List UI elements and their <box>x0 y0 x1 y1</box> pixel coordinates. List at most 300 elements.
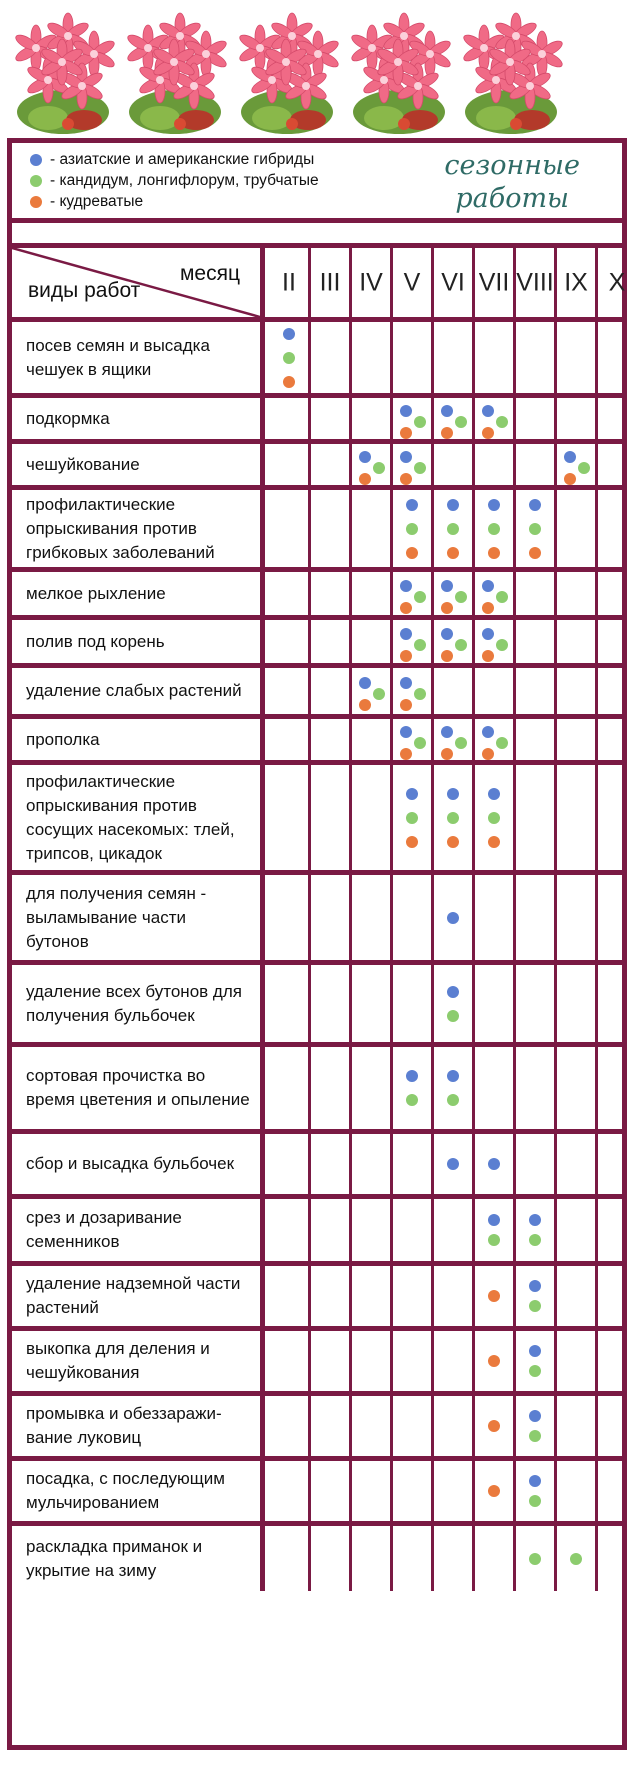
blue-dot-icon <box>447 986 459 998</box>
dot-group <box>516 1331 554 1391</box>
schedule-cell <box>516 1396 557 1456</box>
blue-dot-icon <box>482 726 494 738</box>
schedule-cell <box>311 1461 352 1521</box>
schedule-cell <box>557 1461 598 1521</box>
blue-dot-icon <box>488 788 500 800</box>
month-header <box>475 248 516 317</box>
work-label: профилактические опрыскивания против сосущих насекомых: тлей, трипсов, цикадок <box>12 765 265 870</box>
blue-dot-icon <box>488 1214 500 1226</box>
green-dot-icon <box>373 688 385 700</box>
lily-bouquet-icon <box>120 8 230 140</box>
schedule-cell <box>434 965 475 1042</box>
schedule-cell <box>516 1266 557 1326</box>
divider <box>12 223 622 248</box>
green-dot-icon <box>455 416 467 428</box>
month-cells <box>270 322 636 393</box>
blue-dot-icon <box>441 580 453 592</box>
dot-group <box>393 719 431 760</box>
work-label: сортовая прочистка во время цветения и опыление <box>12 1047 265 1129</box>
dot-group <box>557 444 595 485</box>
schedule-cell <box>598 1461 636 1521</box>
legend-item-candidum <box>30 172 319 190</box>
lily-bouquet-icon <box>8 8 118 140</box>
schedule-cell <box>393 572 434 615</box>
schedule-cell <box>598 490 636 567</box>
green-dot-icon <box>529 1495 541 1507</box>
schedule-cell <box>475 1461 516 1521</box>
schedule-cell <box>516 620 557 663</box>
schedule-cell <box>598 620 636 663</box>
schedule-cell <box>270 965 311 1042</box>
schedule-cell <box>311 322 352 393</box>
schedule-cell <box>393 1266 434 1326</box>
work-label: сбор и высадка бульбочек <box>12 1134 265 1194</box>
dot-group <box>434 875 472 960</box>
dot-group <box>434 1134 472 1194</box>
schedule-cell <box>516 1461 557 1521</box>
schedule-cell <box>475 1266 516 1326</box>
schedule-cell <box>557 765 598 870</box>
blue-dot-icon <box>406 788 418 800</box>
schedule-cell <box>311 1199 352 1261</box>
schedule-cell <box>352 719 393 760</box>
schedule-cell <box>516 572 557 615</box>
orange-dot-icon <box>488 547 500 559</box>
lily-bouquet-icon <box>344 8 454 140</box>
month-cells <box>270 1134 636 1194</box>
table-row <box>12 1461 622 1526</box>
schedule-cell <box>393 322 434 393</box>
blue-dot-icon <box>400 405 412 417</box>
dot-group <box>516 1461 554 1521</box>
month-label: VI <box>441 268 465 296</box>
schedule-cell <box>270 444 311 485</box>
schedule-cell <box>557 1396 598 1456</box>
schedule-cell <box>475 1134 516 1194</box>
table-row <box>12 668 622 719</box>
schedule-cell <box>557 1266 598 1326</box>
blue-dot-icon <box>529 499 541 511</box>
schedule-cell <box>393 668 434 714</box>
month-header <box>598 248 636 317</box>
schedule-cell <box>311 765 352 870</box>
schedule-cell <box>393 1134 434 1194</box>
schedule-cell <box>270 765 311 870</box>
dot-group <box>393 444 431 485</box>
table-row <box>12 444 622 490</box>
schedule-cell <box>475 444 516 485</box>
month-cells <box>270 1331 636 1391</box>
month-cells <box>270 444 636 485</box>
green-dot-icon <box>447 523 459 535</box>
orange-dot-icon <box>564 473 576 485</box>
month-label: IV <box>359 268 383 296</box>
schedule-cell <box>475 965 516 1042</box>
schedule-cell <box>311 1134 352 1194</box>
dot-group <box>393 572 431 615</box>
month-header <box>352 248 393 317</box>
orange-dot-icon <box>488 836 500 848</box>
blue-dot-icon <box>447 1070 459 1082</box>
blue-dot-icon <box>359 677 371 689</box>
dot-group <box>393 1047 431 1129</box>
dot-group <box>516 1199 554 1261</box>
schedule-cell <box>434 1199 475 1261</box>
month-header <box>270 248 311 317</box>
dot-group <box>352 668 390 714</box>
schedule-cell <box>475 1396 516 1456</box>
blue-dot-icon <box>441 628 453 640</box>
dot-group <box>516 1396 554 1456</box>
schedule-cell <box>393 490 434 567</box>
orange-dot-icon <box>447 547 459 559</box>
schedule-cell <box>393 765 434 870</box>
schedule-cell <box>270 1331 311 1391</box>
table-row <box>12 322 622 398</box>
green-dot-icon <box>414 462 426 474</box>
blue-dot-icon <box>283 328 295 340</box>
green-dot-icon <box>496 639 508 651</box>
orange-dot-icon <box>488 1485 500 1497</box>
schedule-cell <box>516 668 557 714</box>
page-title <box>444 149 580 215</box>
table-row <box>12 398 622 444</box>
green-dot-icon <box>414 639 426 651</box>
orange-dot-icon <box>488 1355 500 1367</box>
dot-group <box>434 572 472 615</box>
schedule-cell <box>270 322 311 393</box>
table-row <box>12 765 622 875</box>
table-row <box>12 572 622 620</box>
table-row <box>12 1526 622 1591</box>
month-cells <box>270 875 636 960</box>
blue-dot-icon <box>447 788 459 800</box>
month-header <box>311 248 352 317</box>
schedule-cell <box>270 490 311 567</box>
schedule-cell <box>270 620 311 663</box>
orange-dot-icon <box>482 748 494 760</box>
schedule-cell <box>434 719 475 760</box>
schedule-cell <box>557 620 598 663</box>
schedule-cell <box>434 668 475 714</box>
work-label: посадка, с последующим мульчированием <box>12 1461 265 1521</box>
schedule-cell <box>311 668 352 714</box>
orange-dot-icon <box>529 547 541 559</box>
blue-dot-icon <box>529 1475 541 1487</box>
work-label: мелкое рыхление <box>12 572 265 615</box>
schedule-cell <box>311 572 352 615</box>
month-cells <box>270 1461 636 1521</box>
schedule-cell <box>598 965 636 1042</box>
green-dot-icon <box>414 737 426 749</box>
blue-dot-icon <box>482 628 494 640</box>
table-row <box>12 1199 622 1266</box>
schedule-cell <box>393 620 434 663</box>
schedule-cell <box>352 1526 393 1591</box>
calendar-table <box>7 138 627 1750</box>
orange-dot-icon <box>441 748 453 760</box>
schedule-cell <box>557 1047 598 1129</box>
schedule-cell <box>475 322 516 393</box>
work-label: подкормка <box>12 398 265 439</box>
schedule-cell <box>557 1199 598 1261</box>
schedule-cell <box>557 668 598 714</box>
blue-dot-icon <box>441 405 453 417</box>
green-dot-icon <box>447 812 459 824</box>
orange-dot-icon <box>488 1290 500 1302</box>
work-label: для получения семян - выламывание части бутонов <box>12 875 265 960</box>
schedule-cell <box>352 1199 393 1261</box>
dot-group <box>393 765 431 870</box>
green-dot-icon <box>373 462 385 474</box>
orange-dot-icon <box>359 699 371 711</box>
schedule-cell <box>557 572 598 615</box>
schedule-cell <box>475 1526 516 1591</box>
schedule-cell <box>434 1396 475 1456</box>
schedule-cell <box>516 719 557 760</box>
schedule-cell <box>557 965 598 1042</box>
blue-dot-icon <box>488 1158 500 1170</box>
schedule-cell <box>516 444 557 485</box>
month-headers <box>270 248 636 317</box>
schedule-cell <box>393 1396 434 1456</box>
schedule-cell <box>352 1331 393 1391</box>
schedule-cell <box>352 875 393 960</box>
legend-item-asiatic <box>30 151 314 169</box>
schedule-cell <box>270 875 311 960</box>
schedule-cell <box>270 719 311 760</box>
month-cells <box>270 1266 636 1326</box>
month-header <box>434 248 475 317</box>
schedule-cell <box>516 1199 557 1261</box>
table-row <box>12 1047 622 1134</box>
orange-dot-icon <box>400 748 412 760</box>
dot-group <box>475 1396 513 1456</box>
schedule-cell <box>311 1396 352 1456</box>
green-dot-icon <box>529 1553 541 1565</box>
schedule-cell <box>516 322 557 393</box>
schedule-cell <box>434 322 475 393</box>
dot-group <box>475 398 513 439</box>
month-cells <box>270 1526 636 1591</box>
month-cells <box>270 1396 636 1456</box>
schedule-cell <box>393 719 434 760</box>
schedule-cell <box>311 444 352 485</box>
schedule-cell <box>352 668 393 714</box>
title-line1: сезонные <box>444 150 580 181</box>
orange-dot-icon <box>406 836 418 848</box>
blue-dot-icon <box>400 451 412 463</box>
orange-dot-icon <box>30 196 42 208</box>
schedule-cell <box>434 572 475 615</box>
green-dot-icon <box>529 1300 541 1312</box>
green-dot-icon <box>578 462 590 474</box>
schedule-cell <box>475 1331 516 1391</box>
table-row <box>12 875 622 965</box>
schedule-cell <box>311 620 352 663</box>
dot-group <box>475 1461 513 1521</box>
schedule-cell <box>434 1047 475 1129</box>
table-row <box>12 1396 622 1461</box>
orange-dot-icon <box>400 602 412 614</box>
schedule-cell <box>475 490 516 567</box>
blue-dot-icon <box>447 499 459 511</box>
blue-dot-icon <box>400 677 412 689</box>
schedule-cell <box>598 1199 636 1261</box>
month-header <box>393 248 434 317</box>
schedule-cell <box>352 620 393 663</box>
green-dot-icon <box>529 523 541 535</box>
schedule-cell <box>598 322 636 393</box>
schedule-cell <box>598 1331 636 1391</box>
schedule-cell <box>516 490 557 567</box>
schedule-cell <box>393 1199 434 1261</box>
schedule-cell <box>393 965 434 1042</box>
schedule-cell <box>311 490 352 567</box>
green-dot-icon <box>406 523 418 535</box>
work-label: прополка <box>12 719 265 760</box>
schedule-cell <box>352 398 393 439</box>
schedule-cell <box>475 1047 516 1129</box>
legend-item-martagon <box>30 193 143 211</box>
schedule-cell <box>311 1266 352 1326</box>
schedule-cell <box>311 1047 352 1129</box>
blue-dot-icon <box>359 451 371 463</box>
table-row <box>12 719 622 765</box>
schedule-cell <box>516 965 557 1042</box>
schedule-cell <box>270 398 311 439</box>
schedule-cell <box>598 668 636 714</box>
month-label: II <box>282 268 296 296</box>
green-dot-icon <box>455 639 467 651</box>
schedule-cell <box>270 1199 311 1261</box>
legend-text: - кудреватые <box>50 193 144 210</box>
schedule-cell <box>434 398 475 439</box>
dot-group <box>475 490 513 567</box>
schedule-cell <box>516 1047 557 1129</box>
green-dot-icon <box>414 688 426 700</box>
month-cells <box>270 1199 636 1261</box>
blue-dot-icon <box>400 726 412 738</box>
schedule-cell <box>434 875 475 960</box>
blue-dot-icon <box>488 499 500 511</box>
blue-dot-icon <box>400 628 412 640</box>
schedule-cell <box>598 875 636 960</box>
dot-group <box>475 1199 513 1261</box>
green-dot-icon <box>529 1234 541 1246</box>
schedule-cell <box>270 1266 311 1326</box>
work-label: чешуйкование <box>12 444 265 485</box>
orange-dot-icon <box>406 547 418 559</box>
dot-group <box>475 765 513 870</box>
schedule-cell <box>352 572 393 615</box>
orange-dot-icon <box>441 602 453 614</box>
green-dot-icon <box>406 1094 418 1106</box>
green-dot-icon <box>496 737 508 749</box>
schedule-cell <box>311 719 352 760</box>
schedule-cell <box>393 398 434 439</box>
month-label: III <box>319 268 341 296</box>
schedule-cell <box>352 1266 393 1326</box>
schedule-cell <box>434 1266 475 1326</box>
schedule-cell <box>557 490 598 567</box>
schedule-cell <box>393 444 434 485</box>
schedule-cell <box>352 322 393 393</box>
orange-dot-icon <box>283 376 295 388</box>
schedule-cell <box>270 1047 311 1129</box>
table-row <box>12 490 622 572</box>
orange-dot-icon <box>441 427 453 439</box>
green-dot-icon <box>414 416 426 428</box>
dot-group <box>475 572 513 615</box>
lily-bouquet-icon <box>456 8 566 140</box>
schedule-cell <box>516 398 557 439</box>
schedule-cell <box>475 398 516 439</box>
schedule-cell <box>311 965 352 1042</box>
schedule-cell <box>598 1396 636 1456</box>
schedule-cell <box>434 620 475 663</box>
schedule-cell <box>557 1331 598 1391</box>
green-dot-icon <box>283 352 295 364</box>
work-label: срез и дозаривание семенников <box>12 1199 265 1261</box>
table-row <box>12 1331 622 1396</box>
table-row <box>12 1134 622 1199</box>
green-dot-icon <box>488 523 500 535</box>
schedule-cell <box>393 875 434 960</box>
schedule-cell <box>270 1461 311 1521</box>
work-label: посев семян и высадка чешуек в ящики <box>12 322 265 393</box>
dot-group <box>393 620 431 663</box>
schedule-cell <box>270 1526 311 1591</box>
schedule-cell <box>557 875 598 960</box>
month-header <box>557 248 598 317</box>
schedule-cell <box>270 1396 311 1456</box>
blue-dot-icon <box>406 1070 418 1082</box>
schedule-cell <box>270 668 311 714</box>
blue-dot-icon <box>406 499 418 511</box>
month-cells <box>270 490 636 567</box>
green-dot-icon <box>414 591 426 603</box>
schedule-cell <box>557 719 598 760</box>
schedule-cell <box>598 719 636 760</box>
table-row <box>12 620 622 668</box>
green-dot-icon <box>488 812 500 824</box>
orange-dot-icon <box>482 650 494 662</box>
schedule-cell <box>352 444 393 485</box>
schedule-cell <box>516 1134 557 1194</box>
flower-banner <box>0 0 638 140</box>
schedule-cell <box>516 875 557 960</box>
orange-dot-icon <box>441 650 453 662</box>
dot-group <box>475 1134 513 1194</box>
dot-group <box>434 620 472 663</box>
green-dot-icon <box>30 175 42 187</box>
schedule-cell <box>311 1526 352 1591</box>
schedule-cell <box>598 1266 636 1326</box>
work-label: удаление надземной части растений <box>12 1266 265 1326</box>
month-cells <box>270 572 636 615</box>
schedule-cell <box>352 1396 393 1456</box>
table-row <box>12 965 622 1047</box>
green-dot-icon <box>529 1430 541 1442</box>
schedule-cell <box>311 398 352 439</box>
month-cells <box>270 965 636 1042</box>
orange-dot-icon <box>400 427 412 439</box>
work-label: промывка и обеззаражи-вание луковиц <box>12 1396 265 1456</box>
green-dot-icon <box>455 737 467 749</box>
schedule-cell <box>352 965 393 1042</box>
month-label: IX <box>564 268 588 296</box>
